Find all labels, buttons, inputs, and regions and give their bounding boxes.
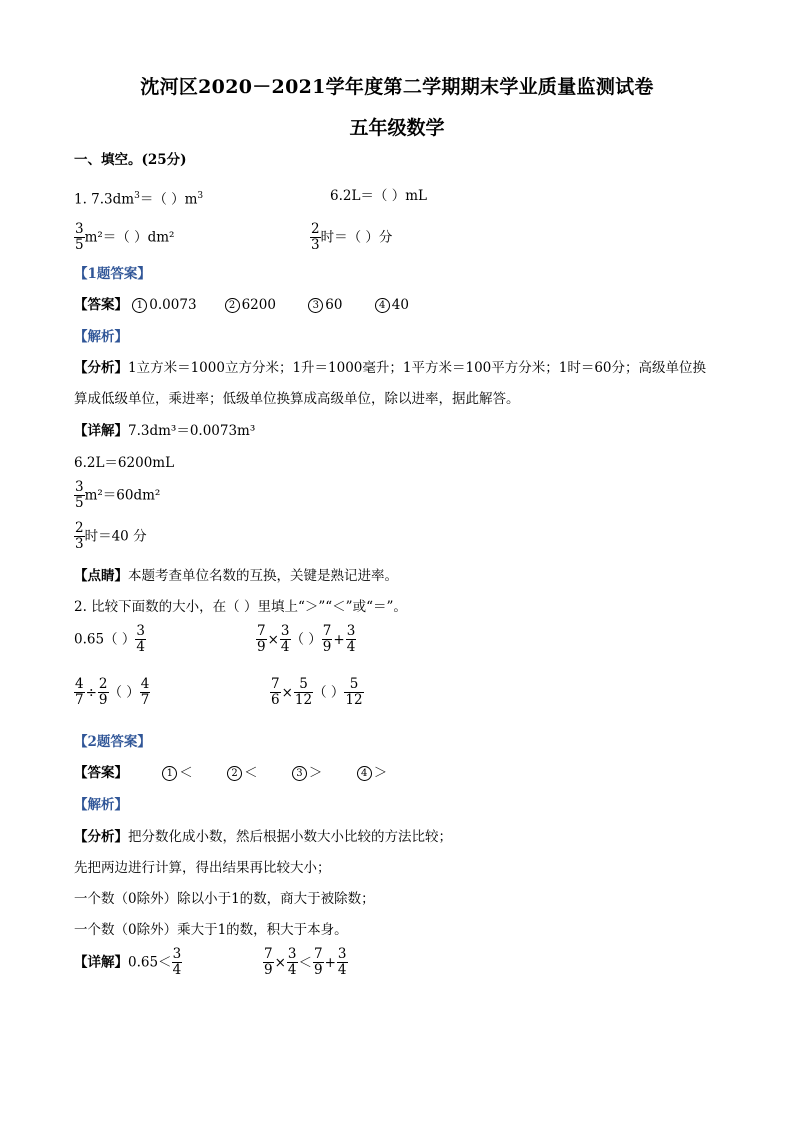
answer-value: 40 <box>391 297 409 313</box>
fraction <box>172 947 183 978</box>
xiangjie-text: 时＝40 分 <box>84 528 147 545</box>
fraction <box>280 624 291 655</box>
fraction-numerator: 3 <box>287 946 297 962</box>
fraction <box>74 480 85 511</box>
dianjing-label: 【点睛】 <box>74 568 128 584</box>
fraction-numerator: 4 <box>75 676 84 692</box>
fraction <box>74 521 85 552</box>
circled-number: 2 <box>227 766 242 781</box>
fraction <box>74 222 85 253</box>
fraction-numerator: 3 <box>346 623 356 639</box>
fraction <box>263 947 274 978</box>
q1-a-sup2: 3 <box>197 191 204 201</box>
fraction-denominator: 9 <box>257 639 266 655</box>
xiangjie-text: 0.65＜ <box>128 954 172 971</box>
q2-xiangjie-b <box>263 947 348 978</box>
q2-stem: 2. 比较下面数的大小，在（ ）里填上“＞”“＜”或“＝”。 <box>74 599 407 615</box>
q1-part-c <box>74 222 174 253</box>
fraction-denominator: 5 <box>75 495 84 511</box>
answer-blank: （ ） <box>290 631 322 648</box>
answer-2 <box>227 763 258 783</box>
fraction-numerator: 5 <box>349 676 359 692</box>
q2-fenxi-line2: 先把两边进行计算，得出结果再比较大小； <box>74 860 331 876</box>
fraction-denominator: 7 <box>140 692 150 708</box>
fraction-denominator: 6 <box>271 692 280 708</box>
fraction-numerator: 3 <box>280 623 290 639</box>
fraction <box>346 624 357 655</box>
fraction-denominator: 4 <box>136 639 145 655</box>
q2-answer-row <box>74 763 387 783</box>
answer-value: ＞ <box>308 765 323 781</box>
fraction-denominator: 4 <box>172 962 182 978</box>
fraction-numerator: 7 <box>322 623 332 639</box>
answer-3 <box>308 295 342 315</box>
fraction-denominator: 9 <box>98 692 108 708</box>
dianjing-text: 本题考查单位名数的互换，关键是熟记进率。 <box>128 568 398 584</box>
section-heading: 一、填空。(25分) <box>74 152 187 168</box>
circled-number: 3 <box>308 298 323 313</box>
q2-row2-b <box>270 677 364 708</box>
plus-sign: + <box>333 631 345 648</box>
xiangjie-text: 7.3dm³＝0.0073m³ <box>128 423 256 439</box>
fraction-denominator: 9 <box>264 962 273 978</box>
circled-number: 1 <box>162 766 177 781</box>
answer-value: ＞ <box>373 765 388 781</box>
q1-dianjing <box>74 566 398 586</box>
xiangjie-label: 【详解】 <box>74 954 128 971</box>
answer-2 <box>225 295 276 315</box>
q2-fenxi-line1 <box>74 827 452 847</box>
fraction-numerator: 3 <box>337 946 347 962</box>
fenxi-text: 1立方米＝1000立方分米；1升＝1000毫升；1平方米＝100平方分米；1时＝60分；高级单位换 <box>128 360 707 376</box>
fraction-numerator: 4 <box>140 676 150 692</box>
q2-row2-a <box>74 677 150 708</box>
q1-analysis-tag: 【解析】 <box>74 329 128 345</box>
fraction-denominator: 9 <box>322 639 332 655</box>
fenxi-label: 【分析】 <box>74 360 128 376</box>
fenxi-label: 【分析】 <box>74 829 128 845</box>
q2-fenxi-line3: 一个数（0除外）除以小于1的数，商大于被除数； <box>74 891 375 907</box>
circled-number: 4 <box>357 766 372 781</box>
times-sign: × <box>281 684 293 701</box>
fraction-numerator: 3 <box>136 623 145 639</box>
fraction-numerator: 3 <box>75 221 84 237</box>
less-than-sign: ＜ <box>298 954 312 971</box>
q2-text: 0.65（ ） <box>74 631 136 648</box>
q2-fenxi-line4: 一个数（0除外）乘大于1的数，积大于本身。 <box>74 922 348 938</box>
document-subtitle: 五年级数学 <box>349 117 445 139</box>
fraction <box>270 677 281 708</box>
q1-part-b: 6.2L＝（ ）mL <box>330 188 427 204</box>
q1-answer-row <box>74 295 409 315</box>
q2-analysis-tag: 【解析】 <box>74 797 128 813</box>
q1-answer-tag: 【1题答案】 <box>74 266 151 282</box>
q1-c-text: m²＝（ ）dm² <box>84 229 175 246</box>
fraction-denominator: 3 <box>75 536 84 552</box>
circled-number: 3 <box>292 766 307 781</box>
answer-3 <box>292 763 323 783</box>
q1-xiangjie-line3 <box>74 480 160 511</box>
fraction-numerator: 7 <box>271 676 280 692</box>
fraction <box>256 624 267 655</box>
fraction-denominator: 4 <box>337 962 347 978</box>
fraction-numerator: 2 <box>311 221 320 237</box>
fraction <box>98 677 109 708</box>
circled-number: 4 <box>375 298 390 313</box>
answer-value: ＜ <box>179 765 193 781</box>
document-title: 沈河区2020－2021学年度第二学期期末学业质量监测试卷 <box>140 76 654 98</box>
fraction-denominator: 5 <box>75 237 84 253</box>
q2-row1-b <box>256 624 356 655</box>
q2-xiangjie-a <box>74 947 182 978</box>
q1-part-a <box>74 186 203 210</box>
answer-value: 6200 <box>241 297 276 313</box>
q1-d-text: 时＝（ ）分 <box>320 229 393 246</box>
q1-a-prefix: 1. 7.3dm <box>74 191 135 208</box>
times-sign: × <box>267 631 279 648</box>
fraction <box>135 624 146 655</box>
fraction-denominator: 7 <box>75 692 84 708</box>
q1-a-mid: ＝（ ）m <box>139 191 198 208</box>
xiangjie-label: 【详解】 <box>74 423 128 439</box>
fraction <box>310 222 321 253</box>
q1-fenxi-line1 <box>74 358 706 378</box>
fraction-denominator: 4 <box>346 639 356 655</box>
q2-answer-tag: 【2题答案】 <box>74 734 151 750</box>
answer-label: 【答案】 <box>74 297 128 313</box>
q1-part-d <box>310 222 392 253</box>
fraction-denominator: 4 <box>280 639 290 655</box>
fraction-denominator: 4 <box>287 962 297 978</box>
fraction-denominator: 12 <box>345 692 363 708</box>
fraction <box>313 947 324 978</box>
answer-blank: （ ） <box>313 684 345 701</box>
fraction-numerator: 5 <box>299 676 308 692</box>
fraction-numerator: 2 <box>75 520 84 536</box>
fenxi-text: 把分数化成小数，然后根据小数大小比较的方法比较； <box>128 829 452 845</box>
fraction <box>344 677 363 708</box>
circled-number: 1 <box>132 298 147 313</box>
divide-sign: ÷ <box>85 684 97 701</box>
fraction-numerator: 3 <box>172 946 182 962</box>
q1-a-sup: 3 <box>134 191 140 201</box>
fraction-numerator: 7 <box>264 946 273 962</box>
q1-fenxi-line2: 算成低级单位，乘进率；低级单位换算成高级单位，除以进率，据此解答。 <box>74 391 520 407</box>
answer-blank: （ ） <box>108 684 140 701</box>
fraction-denominator: 9 <box>314 962 323 978</box>
fraction-numerator: 3 <box>75 479 84 495</box>
times-sign: × <box>274 954 286 971</box>
fraction-denominator: 3 <box>311 237 320 253</box>
fraction <box>322 624 333 655</box>
q1-xiangjie-line2: 6.2L＝6200mL <box>74 455 175 471</box>
fraction-numerator: 7 <box>257 623 266 639</box>
fraction <box>74 677 85 708</box>
answer-value: 0.0073 <box>149 297 197 313</box>
plus-sign: + <box>324 954 336 971</box>
fraction-numerator: 2 <box>98 676 108 692</box>
fraction-denominator: 12 <box>294 692 313 708</box>
q1-xiangjie-line1 <box>74 421 255 441</box>
q2-row1-a <box>74 624 146 655</box>
answer-4 <box>375 295 409 315</box>
fraction <box>140 677 151 708</box>
answer-1 <box>162 763 193 783</box>
answer-4 <box>357 763 388 783</box>
fraction <box>287 947 298 978</box>
circled-number: 2 <box>225 298 240 313</box>
xiangjie-text: m²＝60dm² <box>84 487 161 504</box>
answer-value: ＜ <box>244 765 258 781</box>
fraction <box>294 677 313 708</box>
answer-label: 【答案】 <box>74 765 128 781</box>
answer-1 <box>132 295 197 315</box>
fraction-numerator: 7 <box>314 946 323 962</box>
fraction <box>337 947 348 978</box>
q1-xiangjie-line4 <box>74 521 147 552</box>
answer-value: 60 <box>325 297 343 313</box>
